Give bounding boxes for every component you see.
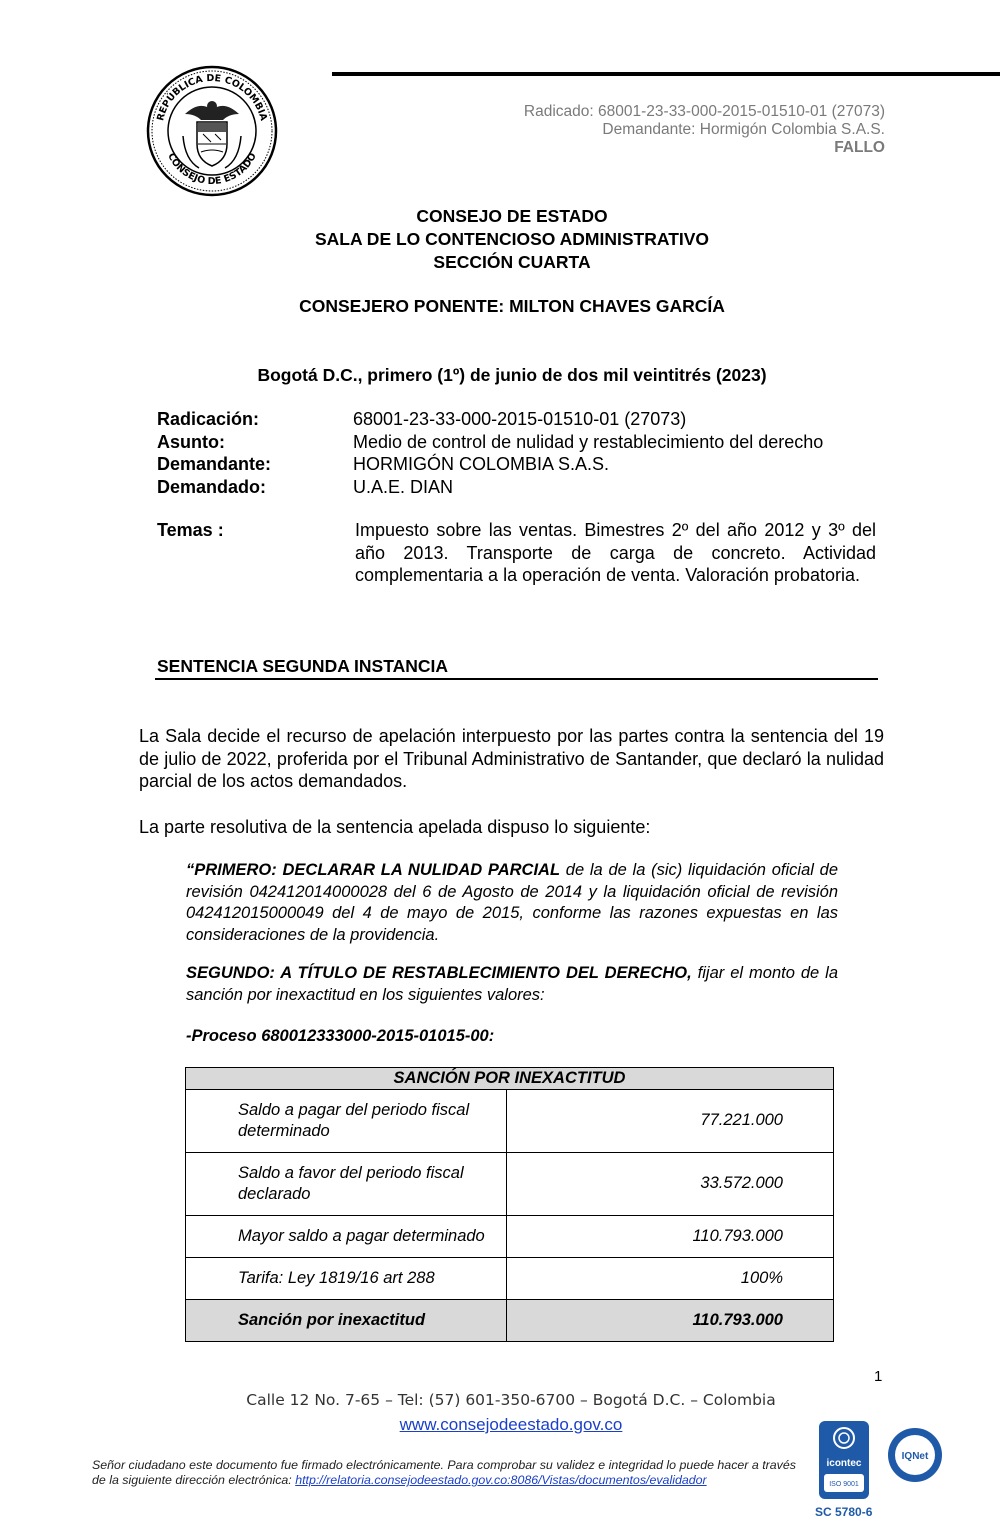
proceso-label: -Proceso 680012333000-2015-01015-00: — [186, 1027, 495, 1045]
table-cell-value: 110.793.000 — [507, 1215, 834, 1257]
table-row — [186, 1215, 834, 1257]
certification-code: SC 5780-6 — [815, 1505, 873, 1519]
table-cell-label: Tarifa: Ley 1819/16 art 288 — [186, 1257, 507, 1299]
header-fallo: FALLO — [834, 139, 885, 156]
svg-text:CONSEJO DE ESTADO: CONSEJO DE ESTADO — [165, 151, 259, 188]
table-cell-label: Sanción por inexactitud — [186, 1299, 507, 1341]
table-cell-value: 100% — [507, 1257, 834, 1299]
signature-note-text: Señor ciudadano este documento fue firmado electrónicamente. Para comprobar su validez e integridad lo puede hacer a través de la siguiente dirección electrónica: — [92, 1458, 796, 1487]
header-radicado: Radicado: 68001-23-33-000-2015-01510-01 (27073) — [523, 103, 885, 120]
quote-segundo-heading: SEGUNDO: A TÍTULO DE RESTABLECIMIENTO DEL DERECHO, — [186, 964, 692, 982]
demandante-label: Demandante: — [157, 454, 272, 474]
demandante-value: HORMIGÓN COLOMBIA S.A.S. — [353, 454, 610, 474]
sentencia-rule — [155, 678, 878, 680]
svg-text:icontec: icontec — [826, 1458, 862, 1469]
quote-primero — [186, 860, 838, 946]
paragraph-1: La Sala decide el recurso de apelación interpuesto por las partes contra la sentencia del 19 de julio de 2022, proferida por el Tribunal Administrativo de Santander, que declaró la nulidad parcial de los actos demandados. — [139, 726, 884, 791]
radicacion-value: 68001-23-33-000-2015-01510-01 (27073) — [353, 409, 687, 429]
validator-link[interactable]: http://relatoria.consejodeestado.gov.co:8086/Vistas/documentos/evalidador — [295, 1473, 707, 1487]
quote-primero-heading: “PRIMERO: DECLARAR LA NULIDAD PARCIAL — [186, 861, 561, 879]
court-seccion: SECCIÓN CUARTA — [433, 252, 591, 272]
svg-text:REPÚBLICA DE COLOMBIA: REPÚBLICA DE COLOMBIA — [155, 72, 269, 123]
table-cell-value: 110.793.000 — [507, 1299, 834, 1341]
table-row — [186, 1257, 834, 1299]
table-cell-label: Mayor saldo a pagar determinado — [186, 1215, 507, 1257]
page-number: 1 — [874, 1368, 883, 1385]
header-reference — [524, 103, 885, 157]
consejero-ponente: CONSEJERO PONENTE: MILTON CHAVES GARCÍA — [299, 296, 725, 316]
svg-text:IQNet: IQNet — [901, 1451, 929, 1462]
header-rule — [332, 72, 1000, 76]
quote-segundo — [186, 963, 838, 1006]
consejo-de-estado-seal — [145, 64, 279, 198]
temas-label: Temas : — [157, 520, 224, 540]
radicacion-label: Radicación: — [157, 409, 260, 429]
asunto-label: Asunto: — [157, 431, 225, 452]
footer-website-link[interactable]: www.consejodeestado.gov.co — [399, 1415, 623, 1434]
table-row-total — [186, 1299, 834, 1341]
temas-value: Impuesto sobre las ventas. Bimestres 2º del año 2012 y 3º del año 2013. Transporte de carga de concreto. Actividad complementaria a la operación de venta. Valoración probatoria. — [355, 520, 876, 585]
court-name: CONSEJO DE ESTADO — [416, 206, 608, 226]
table-row — [186, 1089, 834, 1152]
electronic-signature-note — [92, 1458, 812, 1488]
table-cell-value: 77.221.000 — [507, 1089, 834, 1152]
table-cell-label: Saldo a pagar del periodo fiscal determinado — [186, 1089, 507, 1152]
icontec-certification-logo — [818, 1420, 870, 1500]
header-demandante: Demandante: Hormigón Colombia S.A.S. — [602, 121, 885, 138]
sancion-table — [185, 1067, 834, 1342]
demandado-label: Demandado: — [157, 476, 267, 497]
iqnet-certification-logo — [886, 1426, 944, 1484]
table-cell-value: 33.572.000 — [507, 1152, 834, 1215]
court-heading — [0, 205, 1000, 274]
case-metadata — [0, 408, 1000, 508]
demandado-value: U.A.E. DIAN — [353, 476, 454, 497]
court-sala: SALA DE LO CONTENCIOSO ADMINISTRATIVO — [314, 229, 710, 249]
paragraph-2: La parte resolutiva de la sentencia apelada dispuso lo siguiente: — [139, 817, 651, 837]
sentencia-title: SENTENCIA SEGUNDA INSTANCIA — [157, 656, 449, 676]
quote-segundo-text: fijar el monto de la sanción por inexactitud en los siguientes valores: — [186, 964, 838, 1004]
sancion-table-title: SANCIÓN POR INEXACTITUD — [186, 1068, 834, 1090]
svg-text:ISO 9001: ISO 9001 — [829, 1481, 859, 1488]
quote-primero-text: de la de la (sic) liquidación oficial de revisión 042412014000028 del 6 de Agosto de 2014 y la liquidación oficial de revisión 042412015000049 del 4 de mayo de 2015, conforme las razones expuestas en las consideraciones de la providencia. — [186, 861, 839, 944]
footer-address: Calle 12 No. 7-65 – Tel: (57) 601-350-6700 – Bogotá D.C. – Colombia — [246, 1391, 776, 1409]
asunto-value: Medio de control de nulidad y restablecimiento del derecho — [353, 431, 824, 452]
table-row — [186, 1152, 834, 1215]
decision-date: Bogotá D.C., primero (1º) de junio de dos mil veintitrés (2023) — [257, 365, 767, 385]
table-cell-label: Saldo a favor del periodo fiscal declarado — [186, 1152, 507, 1215]
